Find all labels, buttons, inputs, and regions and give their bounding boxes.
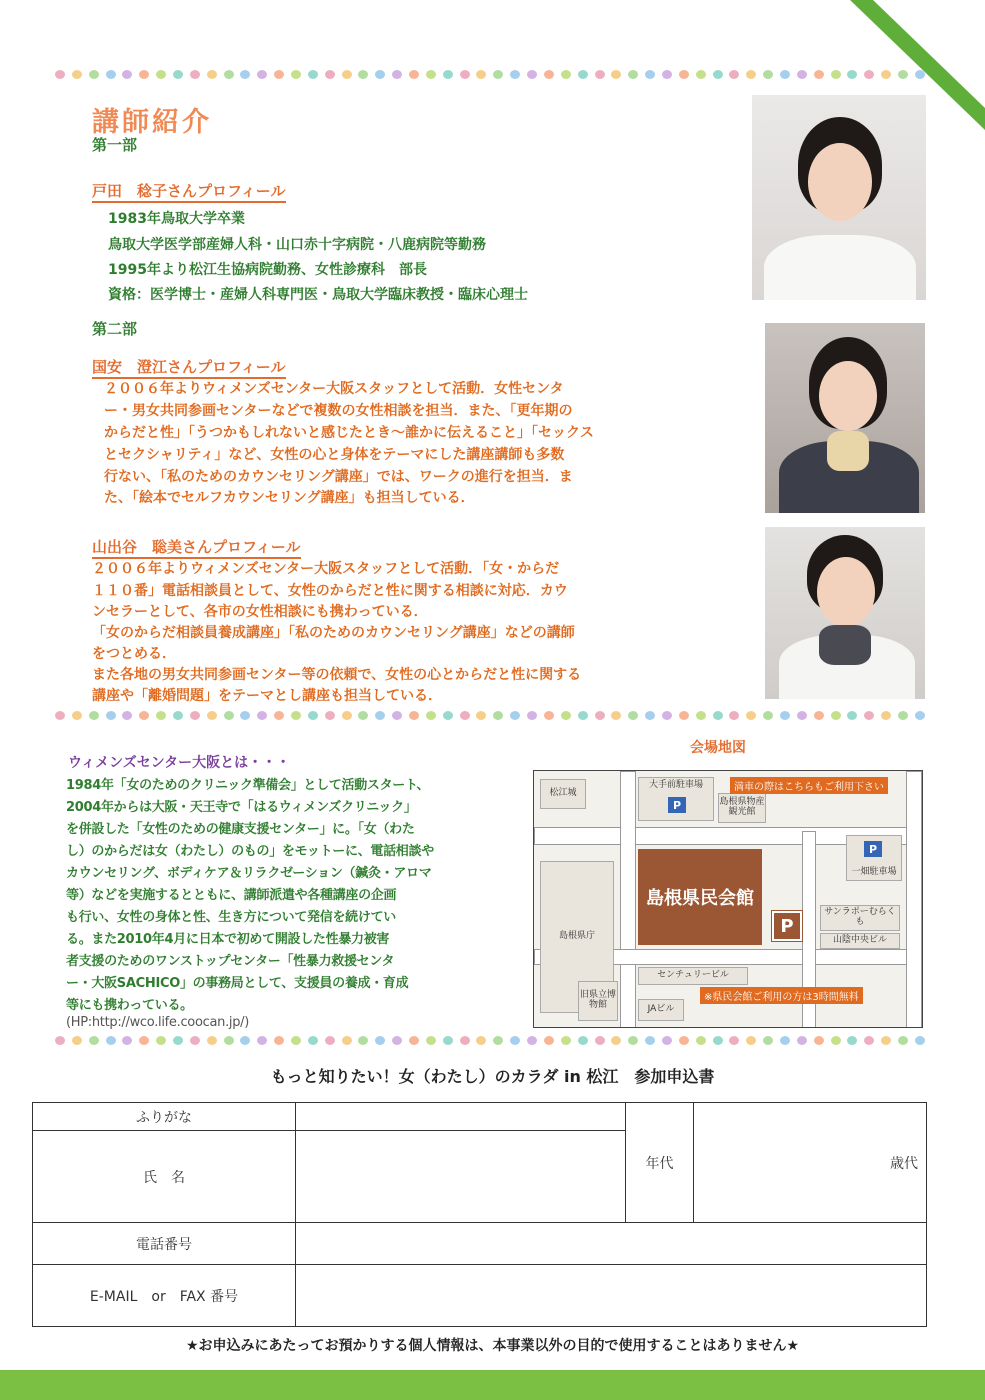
speaker2-line: からだと性」「うつかもしれないと感じたとき～誰かに伝えること」「セックス — [104, 425, 594, 441]
speaker1-photo — [752, 95, 926, 300]
part2-label: 第二部 — [92, 320, 138, 338]
decorative-dot — [240, 1036, 250, 1045]
speaker2-line: ２００６年よりウィメンズセンター大阪スタッフとして活動．女性センタ — [104, 381, 564, 397]
dot-border-bottom — [55, 1030, 925, 1050]
map-old-museum: 旧県立博物館 — [578, 981, 618, 1021]
decorative-dot — [611, 711, 621, 720]
decorative-dot — [426, 70, 436, 79]
decorative-dot — [190, 70, 200, 79]
speaker2-line: た、「絵本でセルフカウンセリング講座」も担当している． — [104, 490, 475, 506]
decorative-dot — [89, 70, 99, 79]
bottom-bar — [0, 1370, 985, 1400]
decorative-dot — [561, 711, 571, 720]
name-label: 氏 名 — [33, 1131, 296, 1223]
decorative-dot — [308, 70, 318, 79]
decorative-dot — [746, 1036, 756, 1045]
decorative-dot — [493, 70, 503, 79]
decorative-dot — [578, 711, 588, 720]
speaker1-line: 1995年より松江生協病院勤務、女性診療科 部長 — [108, 262, 427, 278]
decorative-dot — [122, 711, 132, 720]
decorative-dot — [898, 70, 908, 79]
speaker3-line: また各地の男女共同参画センター等の依頼で、女性の心とからだと性に関する — [92, 667, 582, 683]
decorative-dot — [898, 1036, 908, 1045]
decorative-dot — [460, 711, 470, 720]
decorative-dot — [409, 1036, 419, 1045]
decorative-dot — [460, 1036, 470, 1045]
decorative-dot — [763, 70, 773, 79]
application-form — [32, 1102, 927, 1327]
part1-label: 第一部 — [92, 136, 138, 154]
decorative-dot — [358, 70, 368, 79]
decorative-dot — [257, 1036, 267, 1045]
decorative-dot — [55, 70, 65, 79]
map-matsue-castle: 松江城 — [540, 779, 586, 809]
decorative-dot — [190, 711, 200, 720]
decorative-dot — [476, 70, 486, 79]
decorative-dot — [780, 711, 790, 720]
decorative-dot — [106, 711, 116, 720]
decorative-dot — [443, 70, 453, 79]
decorative-dot — [426, 711, 436, 720]
decorative-dot — [139, 711, 149, 720]
decorative-dot — [291, 70, 301, 79]
decorative-dot — [274, 711, 284, 720]
decorative-dot — [55, 1036, 65, 1045]
decorative-dot — [578, 1036, 588, 1045]
decorative-dot — [544, 711, 554, 720]
decorative-dot — [662, 70, 672, 79]
decorative-dot — [611, 1036, 621, 1045]
decorative-dot — [392, 1036, 402, 1045]
decorative-dot — [544, 70, 554, 79]
hall-parking-icon: P — [772, 911, 802, 941]
decorative-dot — [645, 1036, 655, 1045]
map-road — [906, 771, 922, 1028]
map-ja-building: JAビル — [638, 999, 684, 1021]
map-ichibata-parking: 一畑駐車場 — [846, 835, 902, 881]
decorative-dot — [122, 70, 132, 79]
name-field[interactable] — [296, 1131, 626, 1223]
decorative-dot — [628, 711, 638, 720]
decorative-dot — [595, 711, 605, 720]
decorative-dot — [679, 1036, 689, 1045]
map-sanin-chuo: 山陰中央ビル — [820, 933, 900, 949]
decorative-dot — [561, 1036, 571, 1045]
decorative-dot — [645, 70, 655, 79]
decorative-dot — [797, 711, 807, 720]
decorative-dot — [358, 711, 368, 720]
decorative-dot — [831, 1036, 841, 1045]
decorative-dot — [106, 1036, 116, 1045]
decorative-dot — [847, 70, 857, 79]
speaker3-line: 講座や「離婚問題」をテーマとし講座も担当している． — [92, 688, 442, 704]
decorative-dot — [308, 711, 318, 720]
decorative-dot — [493, 711, 503, 720]
decorative-dot — [426, 1036, 436, 1045]
wco-line: る。また2010年4月に日本で初めて開設した性暴力被害 — [66, 932, 390, 947]
decorative-dot — [510, 70, 520, 79]
decorative-dot — [915, 711, 925, 720]
decorative-dot — [325, 70, 335, 79]
decorative-dot — [274, 70, 284, 79]
map-bussan: 島根県物産観光館 — [718, 793, 766, 823]
decorative-dot — [780, 70, 790, 79]
speaker1-line: 鳥取大学医学部産婦人科・山口赤十字病院・八鹿病院等勤務 — [108, 237, 486, 253]
decorative-dot — [814, 1036, 824, 1045]
decorative-dot — [696, 711, 706, 720]
wco-title: ウィメンズセンター大阪とは・・・ — [68, 755, 291, 771]
decorative-dot — [915, 70, 925, 79]
decorative-dot — [342, 70, 352, 79]
email-fax-label: E-MAIL or FAX 番号 — [33, 1265, 296, 1327]
decorative-dot — [392, 711, 402, 720]
decorative-dot — [207, 70, 217, 79]
speaker1-line: 資格：医学博士・産婦人科専門医・鳥取大学臨床教授・臨床心理士 — [108, 287, 528, 303]
decorative-dot — [106, 70, 116, 79]
decorative-dot — [358, 1036, 368, 1045]
privacy-footer: ★お申込みにあたってお預かりする個人情報は、本事業以外の目的で使用することはありません★ — [185, 1338, 800, 1354]
wco-line: を併設した「女性のための健康支援センター」に。「女（わた — [66, 822, 415, 837]
decorative-dot — [122, 1036, 132, 1045]
speaker1-name: 戸田 稔子さんプロフィール — [92, 180, 286, 203]
speaker2-name: 国安 澄江さんプロフィール — [92, 356, 286, 379]
decorative-dot — [696, 1036, 706, 1045]
decorative-dot — [375, 711, 385, 720]
wco-line: も行い、女性の身体と性、生き方について発信を続けてい — [66, 910, 396, 925]
decorative-dot — [139, 1036, 149, 1045]
speaker3-line: １１０番」電話相談員として、女性のからだと性に関する相談に対応．カウ — [92, 583, 568, 599]
decorative-dot — [72, 70, 82, 79]
decorative-dot — [342, 1036, 352, 1045]
decorative-dot — [527, 70, 537, 79]
decorative-dot — [55, 711, 65, 720]
decorative-dot — [915, 1036, 925, 1045]
decorative-dot — [291, 1036, 301, 1045]
decorative-dot — [224, 1036, 234, 1045]
map-otemae-parking: 大手前駐車場 — [638, 777, 714, 821]
decorative-dot — [746, 70, 756, 79]
decorative-dot — [224, 711, 234, 720]
furigana-label: ふりがな — [33, 1103, 296, 1131]
furigana-field[interactable] — [296, 1103, 626, 1131]
speaker2-line: とセクシャリティ」など、女性の心と身体をテーマにした講座講師も多数 — [104, 447, 565, 463]
venue-map — [533, 770, 923, 1028]
decorative-dot — [240, 711, 250, 720]
corner-decoration-inner — [873, 0, 985, 108]
decorative-dot — [696, 70, 706, 79]
dot-border-middle — [55, 705, 925, 725]
decorative-dot — [257, 711, 267, 720]
wco-line: し）のからだは女（わたし）のもの」をモットーに、電話相談や — [66, 844, 434, 859]
age-group-field[interactable] — [694, 1103, 927, 1223]
section-heading: 講師紹介 — [92, 107, 212, 138]
decorative-dot — [156, 711, 166, 720]
decorative-dot — [375, 1036, 385, 1045]
decorative-dot — [443, 1036, 453, 1045]
decorative-dot — [847, 711, 857, 720]
decorative-dot — [797, 1036, 807, 1045]
decorative-dot — [780, 1036, 790, 1045]
decorative-dot — [595, 70, 605, 79]
decorative-dot — [291, 711, 301, 720]
decorative-dot — [847, 1036, 857, 1045]
decorative-dot — [392, 70, 402, 79]
map-prefectural-office: 島根県庁 — [540, 861, 614, 1013]
decorative-dot — [713, 1036, 723, 1045]
decorative-dot — [763, 711, 773, 720]
decorative-dot — [729, 70, 739, 79]
decorative-dot — [561, 70, 571, 79]
form-title: もっと知りたい！女（わたし）のカラダ in 松江 参加申込書 — [270, 1067, 715, 1086]
decorative-dot — [831, 70, 841, 79]
decorative-dot — [409, 711, 419, 720]
wco-line: 1984年「女のためのクリニック準備会」として活動スタート、 — [66, 778, 430, 793]
age-group-label: 年代 — [626, 1103, 694, 1223]
decorative-dot — [325, 711, 335, 720]
decorative-dot — [443, 711, 453, 720]
dot-border-top — [55, 64, 925, 84]
wco-line: カウンセリング、ボディケア＆リラクゼーション（鍼灸・アロマ — [66, 866, 432, 881]
decorative-dot — [72, 1036, 82, 1045]
speaker3-line: ンセラーとして、各市の女性相談にも携わっている． — [92, 604, 428, 620]
decorative-dot — [763, 1036, 773, 1045]
wco-line: 等）などを実施するとともに、講師派遣や各種講座の企画 — [66, 888, 397, 903]
decorative-dot — [308, 1036, 318, 1045]
decorative-dot — [476, 711, 486, 720]
map-overflow-notice: 満車の際はこちらもご利用下さい — [730, 777, 888, 794]
map-century-building: センチュリービル — [638, 967, 748, 985]
age-suffix: 歳代 — [890, 1155, 918, 1172]
decorative-dot — [595, 1036, 605, 1045]
map-title: 会場地図 — [690, 740, 746, 756]
parking-icon: P — [668, 797, 686, 813]
map-road — [620, 771, 636, 1028]
decorative-dot — [409, 70, 419, 79]
decorative-dot — [476, 1036, 486, 1045]
speaker3-name: 山出谷 聡美さんプロフィール — [92, 536, 301, 559]
decorative-dot — [190, 1036, 200, 1045]
speaker2-photo — [765, 323, 925, 513]
phone-label: 電話番号 — [33, 1223, 296, 1265]
decorative-dot — [274, 1036, 284, 1045]
decorative-dot — [510, 1036, 520, 1045]
speaker3-photo — [765, 527, 925, 699]
decorative-dot — [173, 70, 183, 79]
decorative-dot — [881, 1036, 891, 1045]
decorative-dot — [527, 1036, 537, 1045]
phone-field[interactable] — [296, 1223, 927, 1265]
decorative-dot — [662, 711, 672, 720]
decorative-dot — [224, 70, 234, 79]
speaker2-line: ー・男女共同参画センターなどで複数の女性相談を担当．また、「更年期の — [104, 403, 573, 419]
decorative-dot — [257, 70, 267, 79]
decorative-dot — [679, 711, 689, 720]
decorative-dot — [814, 70, 824, 79]
decorative-dot — [578, 70, 588, 79]
decorative-dot — [544, 1036, 554, 1045]
decorative-dot — [831, 711, 841, 720]
decorative-dot — [89, 1036, 99, 1045]
decorative-dot — [713, 70, 723, 79]
decorative-dot — [156, 1036, 166, 1045]
decorative-dot — [628, 1036, 638, 1045]
decorative-dot — [662, 1036, 672, 1045]
decorative-dot — [527, 711, 537, 720]
decorative-dot — [729, 711, 739, 720]
decorative-dot — [89, 711, 99, 720]
decorative-dot — [207, 1036, 217, 1045]
email-fax-field[interactable] — [296, 1265, 927, 1327]
decorative-dot — [173, 711, 183, 720]
decorative-dot — [864, 711, 874, 720]
parking-icon: P — [864, 841, 882, 857]
decorative-dot — [156, 70, 166, 79]
decorative-dot — [797, 70, 807, 79]
decorative-dot — [207, 711, 217, 720]
decorative-dot — [628, 70, 638, 79]
wco-line: 者支援のためのワンストップセンター「性暴力救援センタ — [66, 954, 395, 969]
map-hall: 島根県民会館 — [638, 849, 762, 945]
decorative-dot — [746, 711, 756, 720]
decorative-dot — [139, 70, 149, 79]
decorative-dot — [460, 70, 470, 79]
map-sunrabo: サンラポーむらくも — [820, 905, 900, 931]
decorative-dot — [342, 711, 352, 720]
speaker1-line: 1983年鳥取大学卒業 — [108, 211, 245, 227]
wco-line: 等にも携わっている。 — [66, 998, 193, 1013]
decorative-dot — [240, 70, 250, 79]
wco-line: 2004年からは大阪・天王寺で「はるウィメンズクリニック」 — [66, 800, 417, 815]
decorative-dot — [729, 1036, 739, 1045]
decorative-dot — [679, 70, 689, 79]
decorative-dot — [645, 711, 655, 720]
speaker2-line: 行ない、「私のためのカウンセリング講座」では、ワークの進行を担当．ま — [104, 469, 573, 485]
wco-line: ー・大阪SACHICO」の事務局として、支援員の養成・育成 — [66, 976, 409, 991]
decorative-dot — [611, 70, 621, 79]
decorative-dot — [881, 70, 891, 79]
decorative-dot — [864, 70, 874, 79]
decorative-dot — [375, 70, 385, 79]
speaker3-line: をつとめる． — [92, 646, 176, 662]
decorative-dot — [713, 711, 723, 720]
wco-homepage-link[interactable]: (HP:http://wco.life.coocan.jp/) — [66, 1015, 250, 1030]
decorative-dot — [814, 711, 824, 720]
decorative-dot — [72, 711, 82, 720]
decorative-dot — [173, 1036, 183, 1045]
decorative-dot — [898, 711, 908, 720]
decorative-dot — [325, 1036, 335, 1045]
decorative-dot — [510, 711, 520, 720]
speaker3-line: 「女のからだ相談員養成講座」「私のためのカウンセリング講座」などの講師 — [92, 625, 575, 641]
map-free-notice: ※県民会館ご利用の方は3時間無料 — [700, 987, 863, 1004]
speaker3-line: ２００６年よりウィメンズセンター大阪スタッフとして活動．「女・からだ — [92, 561, 560, 577]
decorative-dot — [864, 1036, 874, 1045]
decorative-dot — [881, 711, 891, 720]
decorative-dot — [493, 1036, 503, 1045]
